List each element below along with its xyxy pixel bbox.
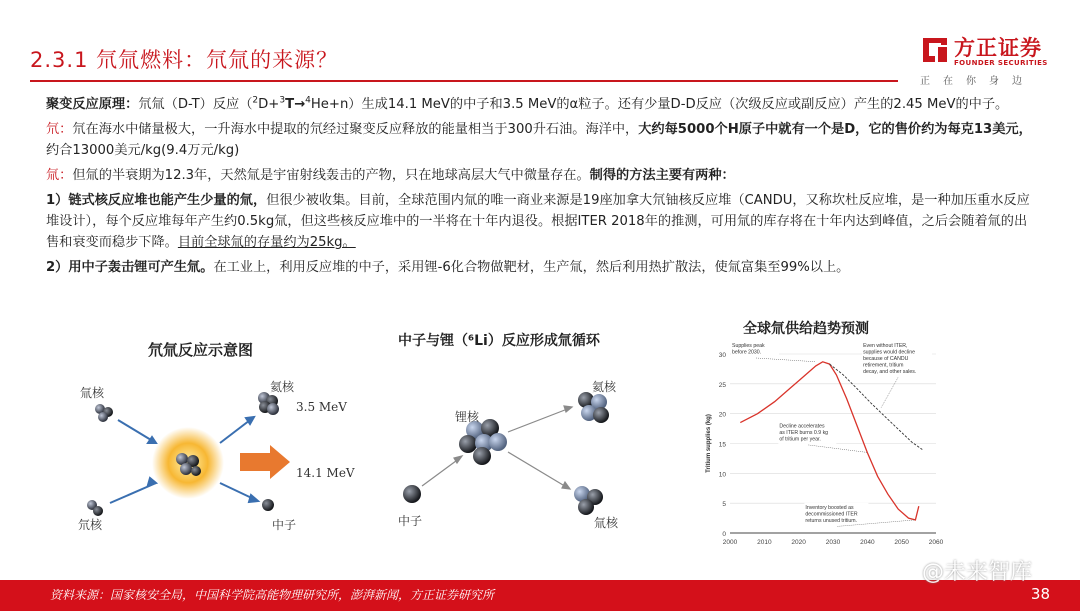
energy-neutron: 14.1 MeV (296, 466, 355, 480)
figure3-title: 全球氚供给趋势预测 (743, 321, 869, 337)
x-tick-label: 2060 (928, 539, 944, 546)
y-axis-label: Tritium supplies (kg) (706, 414, 712, 473)
energy-alpha: 3.5 MeV (296, 400, 347, 414)
tritium-supply-chart (700, 340, 960, 555)
chart-svg (700, 340, 960, 555)
annotation-text: Decline accelerates as ITER burns 0.9 kg of tritium per year. (779, 423, 829, 443)
label-fusion-principle: 聚变反应原理： (46, 97, 139, 112)
body-text (46, 94, 1036, 282)
label-helium-2: 氦核 (592, 380, 617, 394)
y-tick-label: 10 (718, 471, 726, 479)
label-deuterium: 氘核 (78, 518, 103, 532)
paragraph-fusion-principle: 聚变反应原理：氘氚（D-T）反应（$^2$D+$^3$T→$^4$He+n）生成14.1 MeV的中子和3.5 MeV的α粒子。还有少量D-D反应（次级反应或副反应）产生的2.45 MeV的中子。 (46, 95, 1009, 112)
title-divider (30, 80, 898, 82)
annotation-text: Supplies peak before 2030. (732, 343, 765, 356)
footer-source: 资料来源：国家核安全局，中国科学院高能物理研究所，澎湃新闻，方正证券研究所 (50, 588, 495, 602)
label-tritium: 氚核 (80, 386, 105, 400)
y-tick-label: 30 (718, 352, 726, 359)
paragraph-tritium: 氚：但氚的半衰期为12.3年，天然氚是宇宙射线轰击的产物，只在地球高层大气中微量存在。制得的方法主要有两种： (46, 168, 735, 183)
label-neutron-2: 中子 (398, 514, 423, 528)
series-line-without-ITER (830, 364, 923, 449)
page-number: 38 (1030, 585, 1050, 603)
label-neutron: 中子 (272, 518, 297, 532)
x-tick-label: 2010 (757, 539, 772, 546)
lithium-nucleus-icon (459, 419, 507, 465)
tritium-nucleus-icon (95, 404, 113, 422)
x-tick-label: 2030 (825, 539, 841, 546)
founder-logo-icon (920, 34, 950, 64)
y-tick-label: 5 (722, 501, 726, 509)
x-tick-label: 2000 (722, 539, 738, 546)
annotation-leader (808, 445, 867, 453)
x-tick-label: 2020 (791, 539, 806, 546)
paragraph-method-2: 2）用中子轰击锂可产生氚。在工业上，利用反应堆的中子，采用锂-6化合物做靶材，生产氚，然后利用热扩散法，使氚富集至99%以上。 (46, 260, 850, 275)
annotation-text: Even without ITER, supplies would decline because of CANDU retirement, tritium decay, and other sales. (863, 343, 917, 375)
annotation-leader (756, 358, 816, 362)
footer-bar (0, 580, 1080, 611)
annotation-text: Inventory boosted as decommissioned ITER returns unused tritium. (805, 504, 858, 524)
tritium-nucleus-icon (574, 486, 603, 515)
watermark: @未来智库 (921, 560, 1032, 585)
x-tick-label: 2050 (894, 539, 909, 546)
logo-name-en: FOUNDER SECURITIES (954, 59, 1048, 67)
paragraph-deuterium: 氘：氘在海水中储量极大，一升海水中提取的氘经过聚变反应释放的能量相当于300升石油。海洋中，大约每5000个H原子中就有一个是D，它的售价约为每克13美元，约合13000美元/kg(9.4万元/kg) (46, 122, 1032, 158)
y-tick-label: 25 (718, 381, 726, 389)
figure2-title: 中子与锂（⁶Li）反应形成氚循环 (398, 333, 600, 349)
y-tick-label: 20 (718, 411, 726, 419)
figure1-title: 氘氚反应示意图 (148, 341, 254, 359)
logo-name-cn: 方正证券 (954, 36, 1042, 60)
neutron-icon (403, 485, 421, 503)
helium-nucleus-icon (578, 392, 609, 423)
label-tritium: 氚： (46, 168, 73, 183)
energy-arrow-icon (240, 445, 290, 479)
annotation-leader (881, 378, 898, 408)
label-tritium-2: 氚核 (594, 516, 619, 530)
page-title: 2.3.1 氘氚燃料：氘氚的来源？ (30, 48, 339, 72)
label-deuterium: 氘： (46, 122, 73, 137)
label-helium: 氦核 (270, 380, 295, 394)
y-tick-label: 0 (722, 531, 726, 538)
deuterium-nucleus-icon (87, 500, 103, 516)
paragraph-method-1: 1）链式核反应堆也能产生少量的氚，但很少被收集。目前，全球范围内氚的唯一商业来源是19座加拿大氘铀核反应堆（CANDU，又称坎杜反应堆，是一种加压重水反应堆设计），每个反应堆每年产生约0.5kg氚，但这些核反应堆中的一半将在十年内退役。根据ITER 2018年的推测，可用氚的库存将在十年内达到峰值，之后会随着氚的出售和衰变而稳步下降。目前全球氚的存量约为25kg。 (46, 193, 1030, 250)
y-tick-label: 15 (718, 441, 726, 449)
x-tick-label: 2040 (860, 539, 875, 546)
dt-reaction-diagram (60, 365, 360, 540)
logo-slogan: 正在你身边 (920, 76, 1035, 87)
company-logo (920, 32, 1070, 86)
neutron-icon (262, 499, 274, 511)
helium-nucleus-icon (258, 392, 279, 415)
label-lithium: 锂核 (455, 410, 480, 424)
